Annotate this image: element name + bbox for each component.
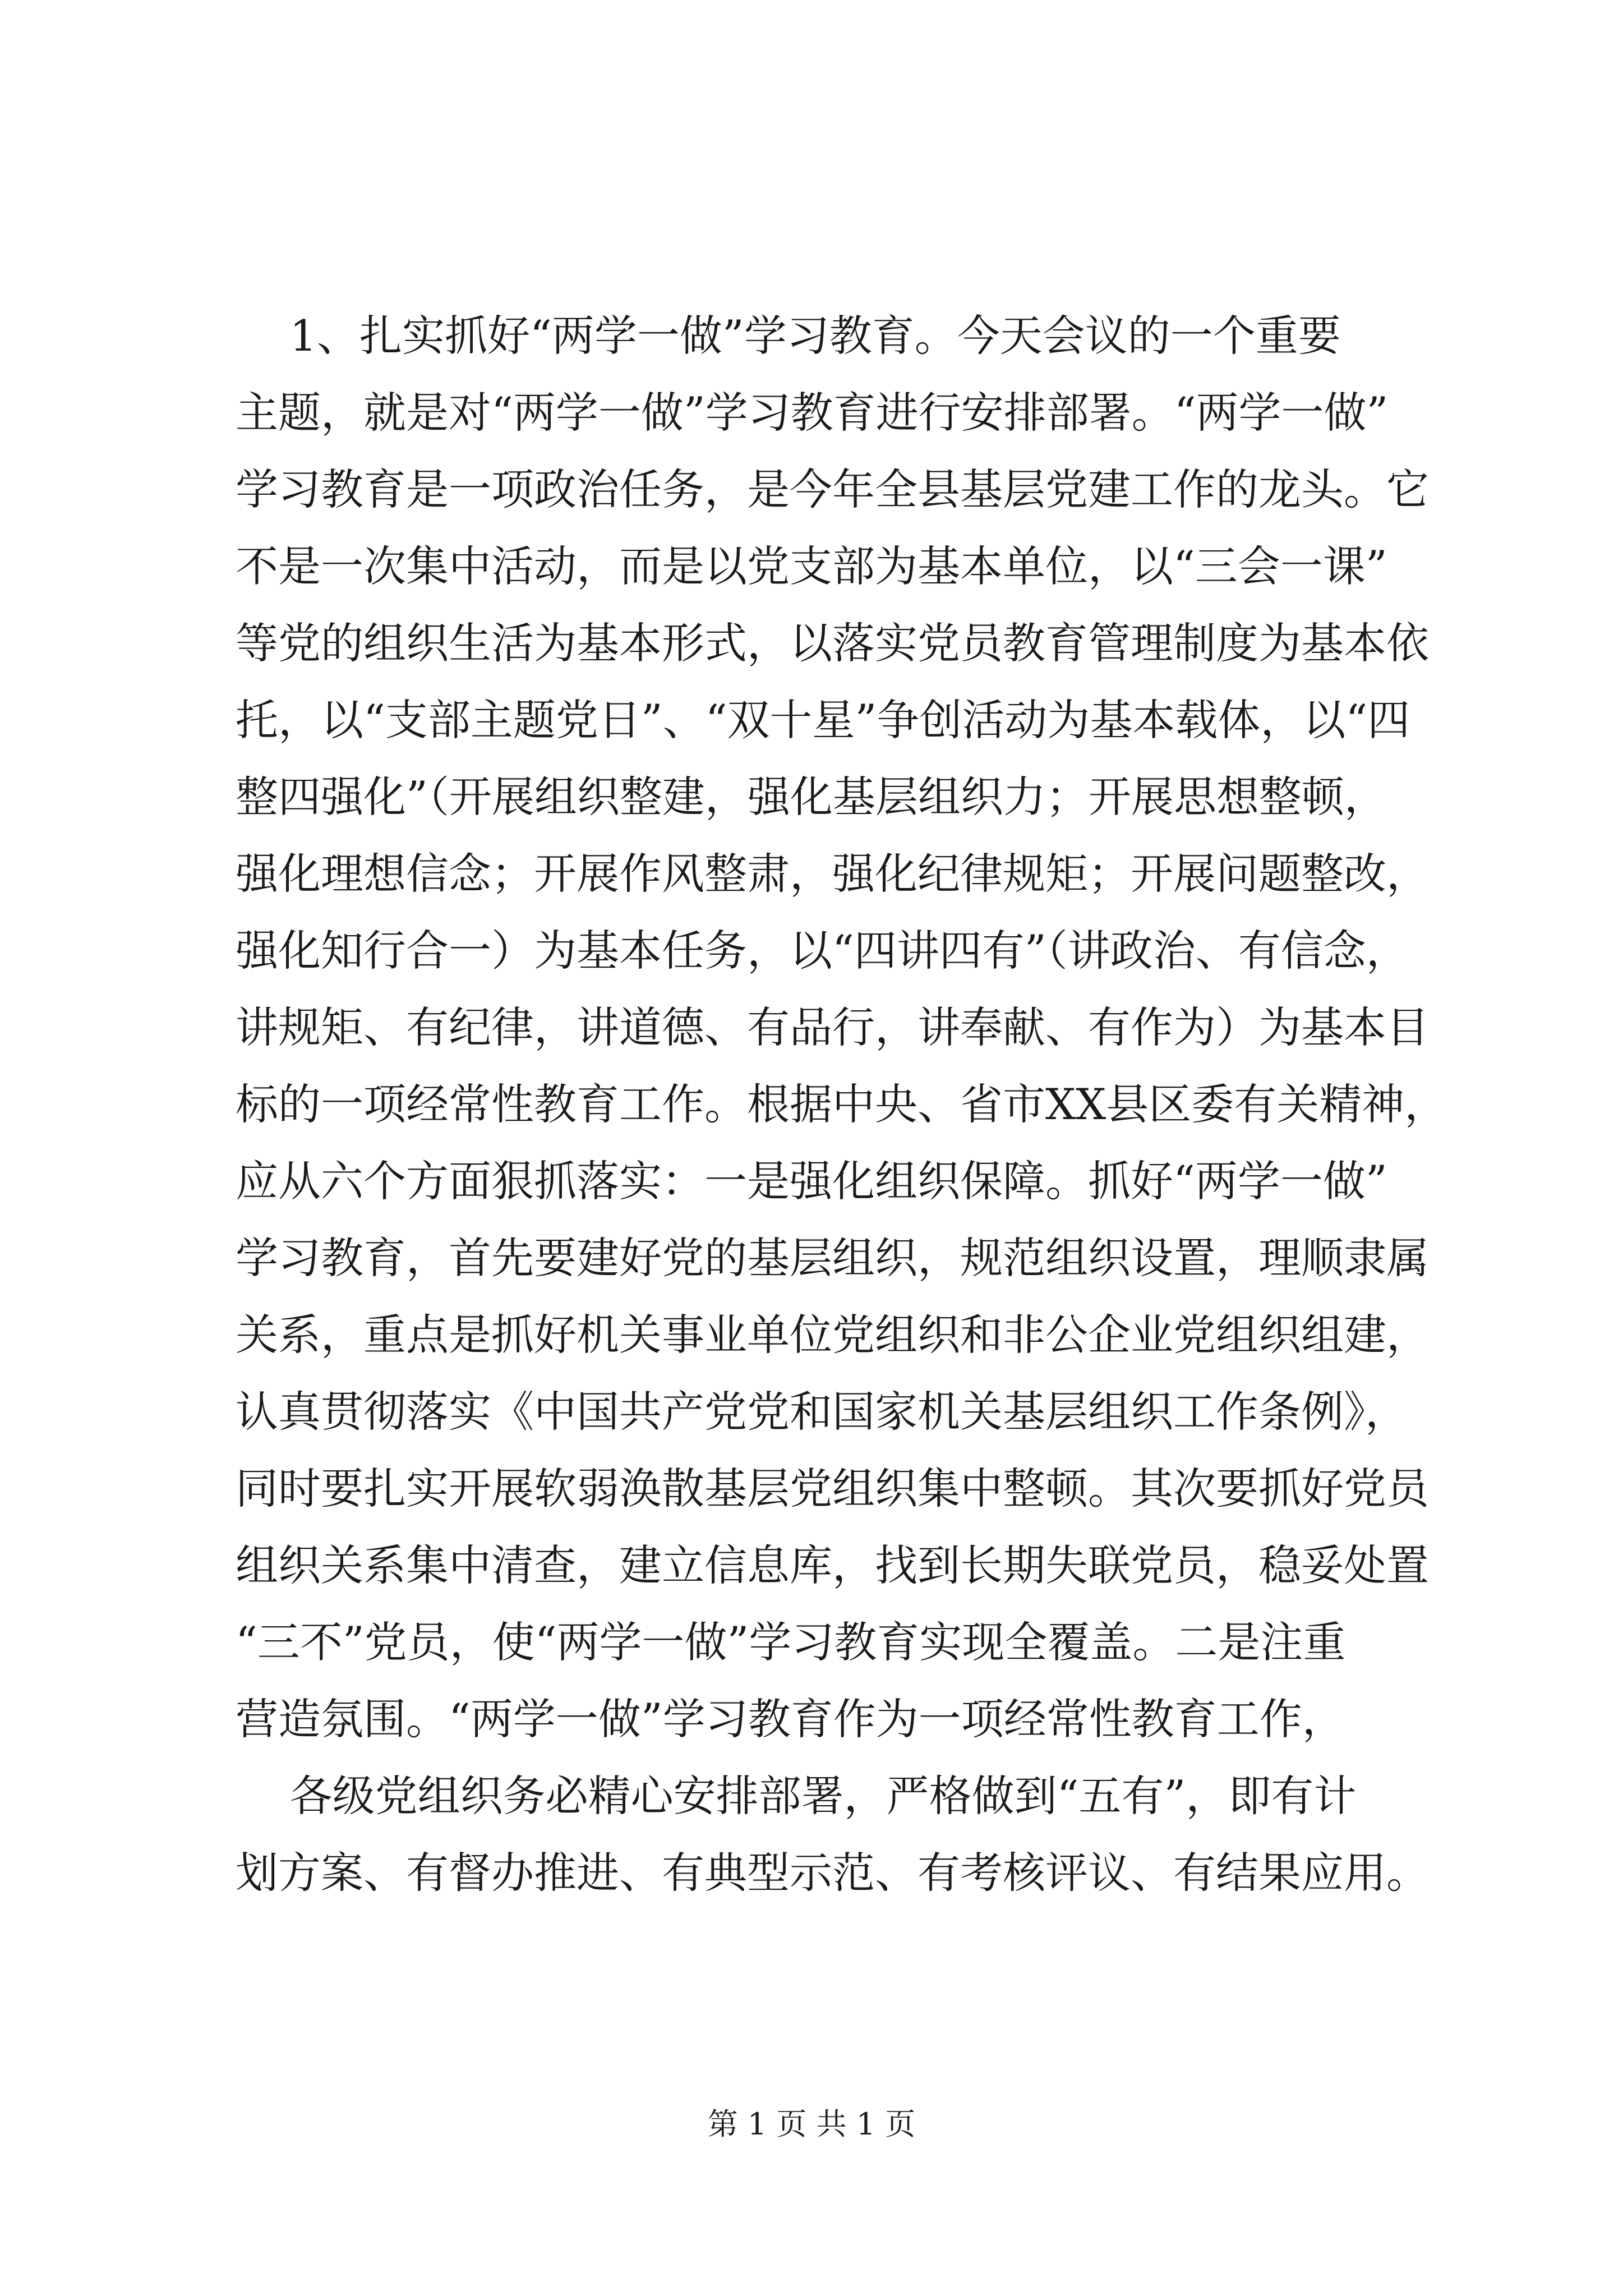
paragraph-1-line-18: “三不”党员，使“两学一做”学习教育实现全覆盖。二是注重 <box>236 1617 1346 1667</box>
paragraph-1-line-10: 讲规矩、有纪律，讲道德、有品行，讲奉献、有作为）为基本目 <box>236 1002 1429 1052</box>
paragraph-1-line-19: 营造氛围。“两学一做”学习教育作为一项经常性教育工作， <box>236 1694 1345 1744</box>
paragraph-1-line-14: 关系，重点是抓好机关事业单位党组织和非公企业党组织组建， <box>236 1310 1429 1360</box>
page-number-footer: 第 1 页 共 1 页 <box>707 2106 916 2142</box>
paragraph-1-line-4: 不是一次集中活动，而是以党支部为基本单位，以“三会一课” <box>236 541 1387 591</box>
paragraph-1-line-15: 认真贯彻落实《中国共产党党和国家机关基层组织工作条例》， <box>236 1387 1408 1437</box>
paragraph-1-line-6: 托，以“支部主题党日”、“双十星”争创活动为基本载体，以“四 <box>236 695 1410 745</box>
paragraph-1-line-1: 1、扎实抓好“两学一做”学习教育。今天会议的一个重要 <box>236 311 1341 361</box>
paragraph-1-line-7: 整四强化”（开展组织整建，强化基层组织力；开展思想整顿， <box>236 772 1387 822</box>
paragraph-1-line-2: 主题，就是对“两学一做”学习教育进行安排部署。“两学一做” <box>236 388 1389 438</box>
paragraph-1-line-16: 同时要扎实开展软弱涣散基层党组织集中整顿。其次要抓好党员 <box>236 1464 1429 1513</box>
paragraph-2-line-1: 各级党组织务必精心安排部署，严格做到“五有”，即有计 <box>236 1771 1357 1821</box>
paragraph-1-line-9: 强化知行合一）为基本任务，以“四讲四有”（讲政治、有信念， <box>236 926 1409 976</box>
paragraph-1-line-11: 标的一项经常性教育工作。根据中央、省市XX县区委有关精神， <box>236 1079 1447 1129</box>
paragraph-1-line-17: 组织关系集中清查，建立信息库，找到长期失联党员，稳妥处置 <box>236 1540 1429 1590</box>
paragraph-1-line-12: 应从六个方面狠抓落实：一是强化组织保障。抓好“两学一做” <box>236 1156 1387 1206</box>
paragraph-1-line-3: 学习教育是一项政治任务，是今年全县基层党建工作的龙头。它 <box>236 464 1429 514</box>
paragraph-1-line-13: 学习教育，首先要建好党的基层组织，规范组织设置，理顺隶属 <box>236 1233 1429 1283</box>
paragraph-2-line-2: 划方案、有督办推进、有典型示范、有考核评议、有结果应用。 <box>236 1848 1429 1898</box>
document-body <box>236 297 1447 1911</box>
paragraph-1-line-8: 强化理想信念；开展作风整肃，强化纪律规矩；开展问题整改， <box>236 849 1429 899</box>
paragraph-1-line-5: 等党的组织生活为基本形式，以落实党员教育管理制度为基本依 <box>236 618 1429 668</box>
